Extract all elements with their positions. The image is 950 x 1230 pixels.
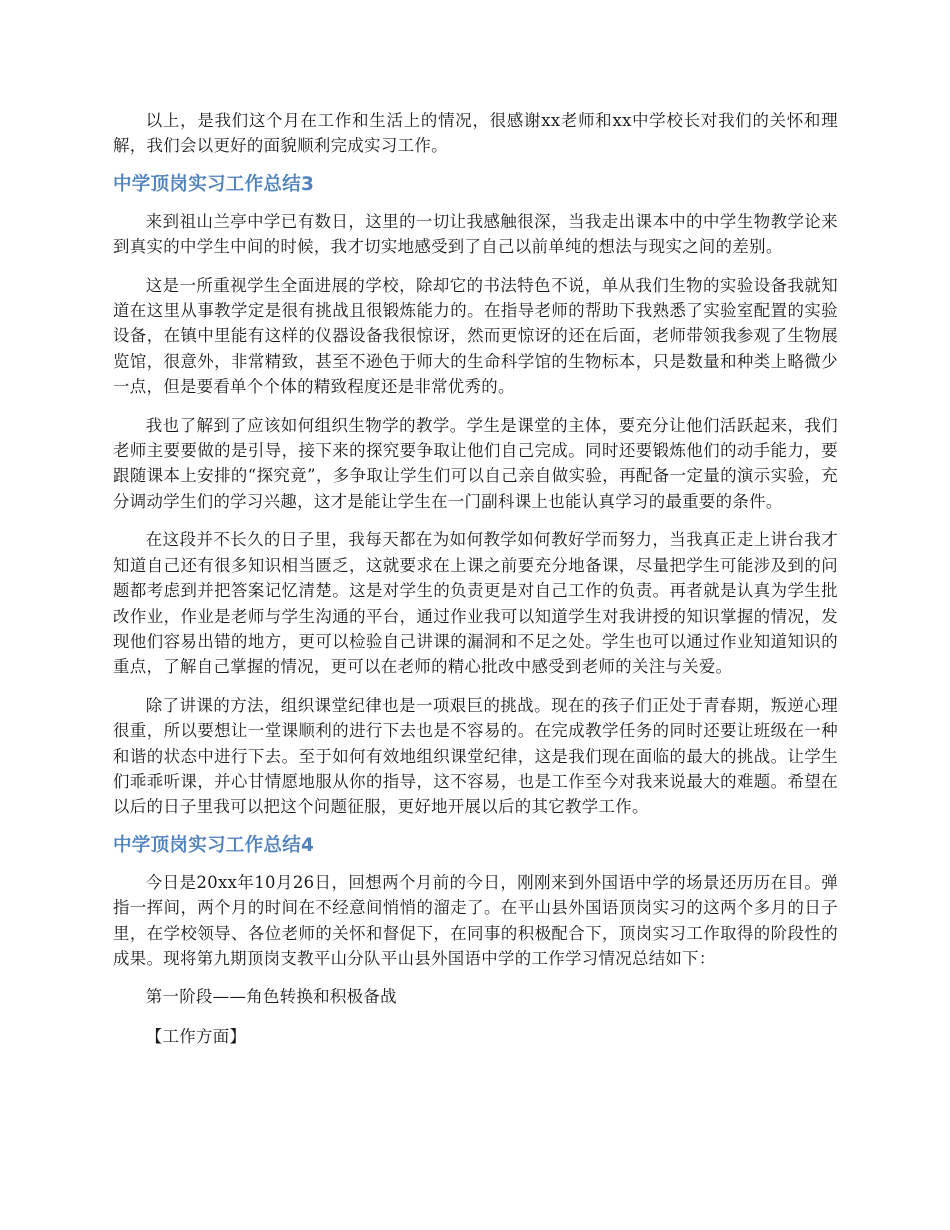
paragraph-school-equipment: 这是一所重视学生全面进展的学校，除却它的书法特色不说，单从我们生物的实验设备我就知道在这里从事教学定是很有挑战且很锻炼能力的。在指导老师的帮助下我熟悉了实验室配置的实验设备，在镇中里能有这样的仪器设备我很惊讶，然而更惊讶的还在后面，老师带领我参观了生物展览馆，很意外，非常精致，甚至不逊色于师大的生命科学馆的生物标本，只是数量和种类上略微少一点，但是要看单个个体的精致程度还是非常优秀的。 — [113, 275, 838, 397]
section-heading-4: 中学顶岗实习工作总结4 — [113, 834, 315, 856]
paragraph-closing-thanks: 以上，是我们这个月在工作和生活上的情况，很感谢xx老师和xx中学校长对我们的关怀和理解，我们会以更好的面貌顺利完成实习工作。 — [113, 111, 838, 156]
paragraph-arrival: 来到祖山兰亭中学已有数日，这里的一切让我感触很深，当我走出课本中的中学生物教学论来到真实的中学生中间的时候，我才切实地感受到了自己以前单纯的想法与现实之间的差别。 — [113, 211, 838, 257]
section-heading-3: 中学顶岗实习工作总结3 — [113, 173, 315, 195]
paragraph-classroom-discipline: 除了讲课的方法，组织课堂纪律也是一项艰巨的挑战。现在的孩子们正处于青春期，叛逆心理很重，所以要想让一堂课顺利的进行下去也是不容易的。在完成教学任务的同时还要让班级在一种和谐的状态中进行下去。至于如何有效地组织课堂纪律，这是我们现在面临的最大的挑战。让学生们乖乖听课，并心甘情愿地服从你的指导，这不容易，也是工作至今对我来说最大的难题。希望在以后的日子里我可以把这个问题征服，更好地开展以后的其它教学工作。 — [113, 695, 838, 817]
paragraph-lesson-preparation: 在这段并不长久的日子里，我每天都在为如何教学如何教好学而努力，当我真正走上讲台我才知道自己还有很多知识相当匮乏，这就要求在上课之前要充分地备课，尽量把学生可能涉及到的问题都考虑到并把答案记忆清楚。这是对学生的负责更是对自己工作的负责。再者就是认真为学生批改作业，作业是老师与学生沟通的平台，通过作业我可以知道学生对我讲授的知识掌握的情况，发现他们容易出错的地方，更可以检验自己讲课的漏洞和不足之处。学生也可以通过作业知道知识的重点，了解自己掌握的情况，更可以在老师的精心批改中感受到老师的关注与关爱。 — [113, 530, 838, 677]
paragraph-two-months-review: 今日是20xx年10月26日，回想两个月前的今日，刚刚来到外国语中学的场景还历历在目。弹指一挥间，两个月的时间在不经意间悄悄的溜走了。在平山县外国语顶岗实习的这两个多月的日子里，在学校领导、各位老师的关怀和督促下，在同事的积极配合下，顶岗实习工作取得的阶段性的成果。现将第九期顶岗支教平山分队平山县外国语中学的工作学习情况总结如下： — [113, 872, 838, 968]
paragraph-work-aspect: 【工作方面】 — [145, 1026, 247, 1046]
paragraph-stage-one: 第一阶段——角色转换和积极备战 — [145, 987, 397, 1007]
paragraph-teaching-organization: 我也了解到了应该如何组织生物学的教学。学生是课堂的主体，要充分让他们活跃起来，我们老师主要要做的是引导，接下来的探究要争取让他们自己完成。同时还要锻炼他们的动手能力，要跟随课本上安排的“探究竟”，多争取让学生们可以自己亲自做实验，再配备一定量的演示实验，充分调动学生们的学习兴趣，这才是能让学生在一门副科课上也能认真学习的最重要的条件。 — [113, 415, 838, 511]
